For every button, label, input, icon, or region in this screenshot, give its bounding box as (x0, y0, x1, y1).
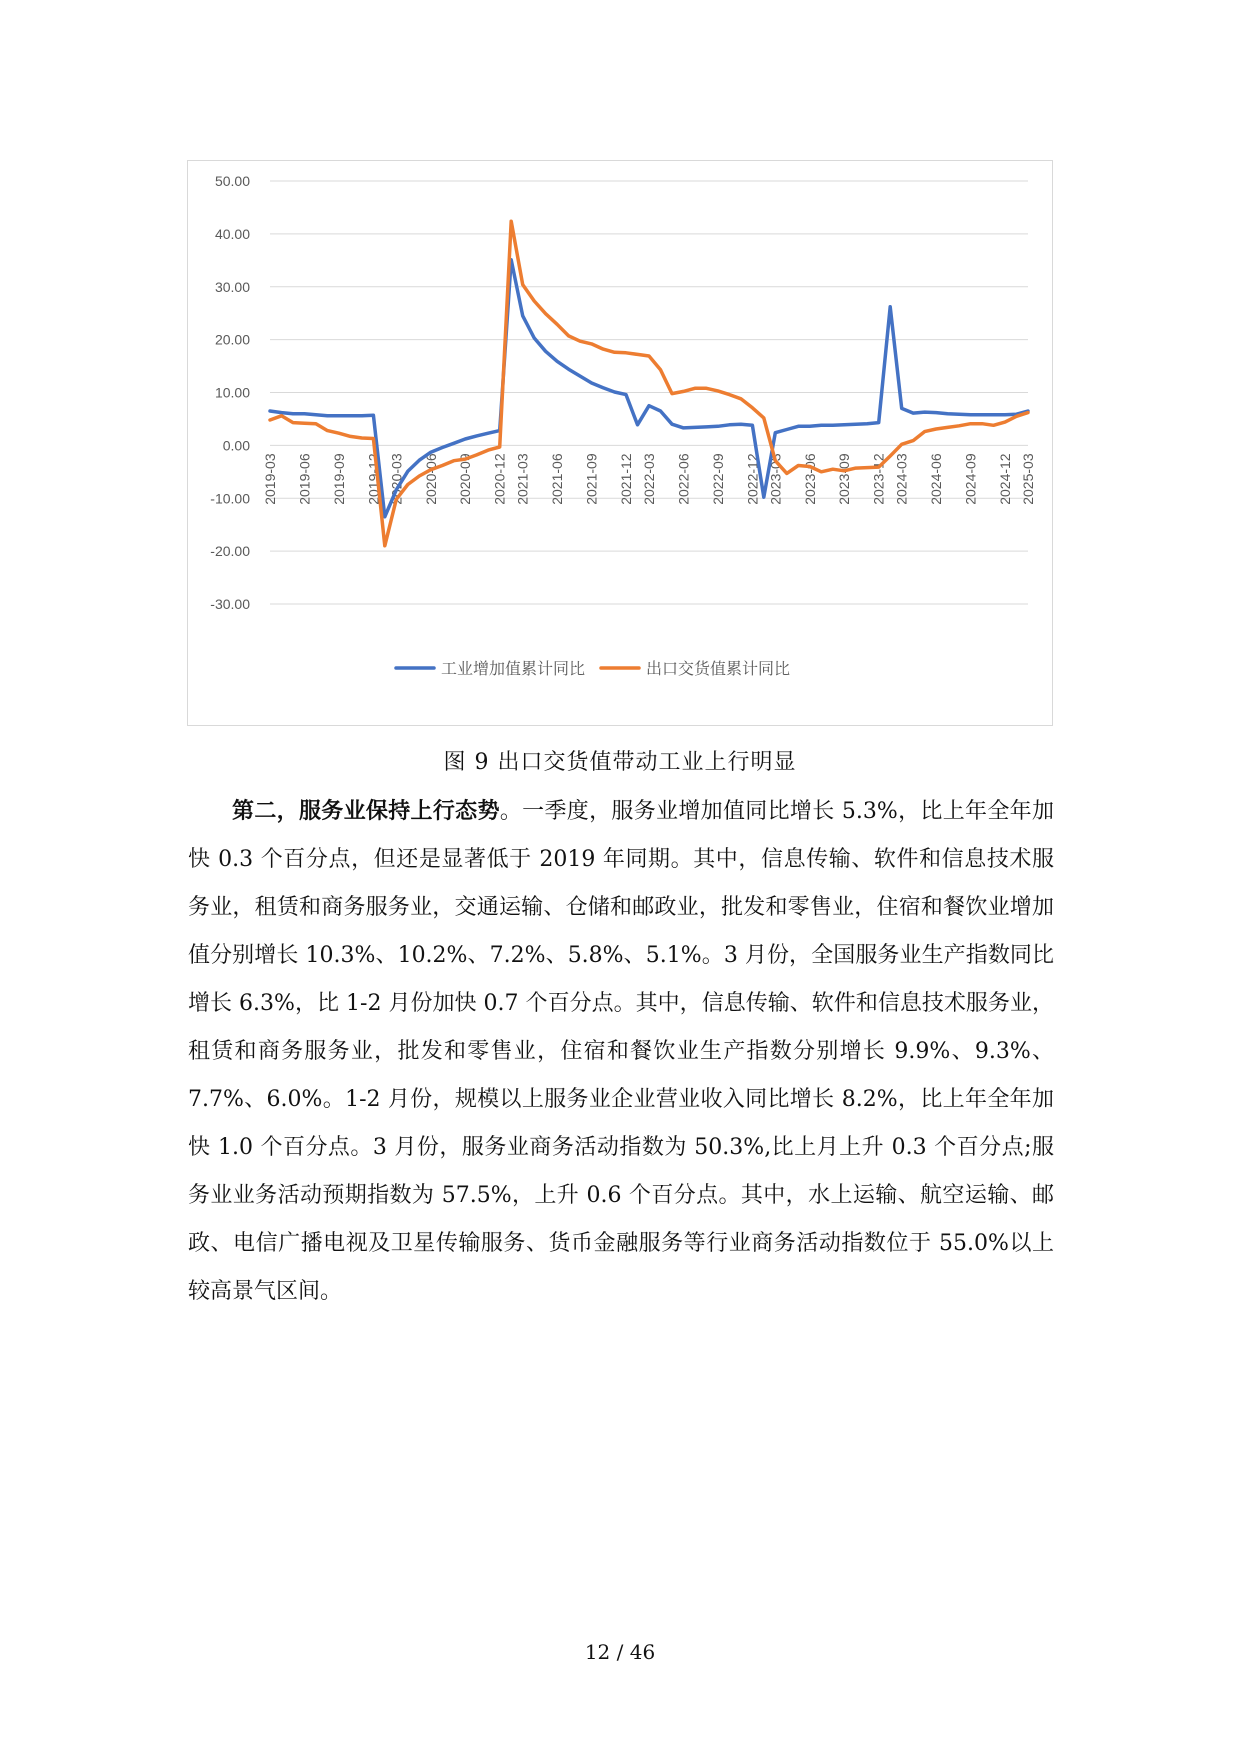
x-tick-label: 2019-09 (330, 453, 347, 505)
x-tick-label: 2024-03 (893, 453, 910, 505)
paragraph-text: 。一季度，服务业增加值同比增长 5.3%，比上年全年加快 0.3 个百分点，但还是显著低于 2019 年同期。其中，信息传输、软件和信息技术服务业，租赁和商务服务业，交通运输、仓储和邮政业，批发和零售业，住宿和餐饮业增加值分别增长 10.3%、10.2%、7.2%、5.8%、5.1%。3 月份，全国服务业生产指数同比增长 6.3%，比 1-2 月份加快 0.7 个百分点。其中，信息传输、软件和信息技术服务业，租赁和商务服务业，批发和零售业，住宿和餐饮业生产指数分别增长 9.9%、9.3%、7.7%、6.0%。1-2 月份，规模以上服务业企业营业收入同比增长 8.2%，比上年全年加快 1.0 个百分点。3 月份，服务业商务活动指数为 50.3%,比上月上升 0.3 个百分点;服务业业务活动预期指数为 57.5%，上升 0.6 个百分点。其中，水上运输、航空运输、邮政、电信广播电视及卫星传输服务、货币金融服务等行业商务活动指数位于 55.0%以上较高景气区间。 (188, 799, 1054, 1304)
x-tick-label: 2023-06 (801, 453, 818, 505)
x-tick-label: 2020-03 (388, 453, 405, 505)
paragraph (188, 787, 1054, 1316)
x-tick-label: 2019-03 (262, 453, 278, 505)
x-tick-label: 2024-09 (962, 453, 979, 505)
y-tick-label: -10.00 (210, 490, 250, 507)
x-tick-label: 2022-09 (709, 453, 726, 505)
x-tick-label: 2020-06 (422, 453, 439, 505)
y-tick-label: -20.00 (210, 543, 250, 560)
x-tick-label: 2023-12 (870, 453, 887, 505)
x-tick-label: 2024-12 (997, 453, 1014, 505)
y-tick-label: 30.00 (214, 278, 250, 295)
y-tick-label: 50.00 (214, 173, 250, 189)
x-tick-label: 2022-06 (675, 453, 692, 505)
x-tick-label: 2021-09 (583, 453, 600, 505)
y-tick-label: 40.00 (214, 225, 250, 242)
line-chart (188, 161, 1054, 727)
x-tick-label: 2021-12 (618, 453, 635, 505)
page-number: 12 / 46 (584, 1640, 656, 1664)
x-tick-label: 2020-09 (457, 453, 474, 505)
x-tick-label: 2023-09 (836, 453, 853, 505)
legend-label-2: 出口交货值累计同比 (646, 659, 791, 678)
y-tick-label: 10.00 (214, 384, 250, 401)
x-tick-label: 2019-06 (296, 453, 313, 505)
y-tick-label: -30.00 (210, 596, 250, 612)
x-tick-label: 2023-03 (767, 453, 784, 505)
legend-label-1: 工业增加值累计同比 (441, 659, 586, 678)
x-tick-label: 2021-06 (549, 453, 566, 505)
paragraph-lead: 第二，服务业保持上行态势 (232, 798, 500, 824)
y-tick-label: 20.00 (214, 331, 250, 348)
y-tick-label: 0.00 (222, 437, 250, 454)
x-tick-label: 2022-12 (744, 453, 761, 505)
x-tick-label: 2020-12 (491, 453, 508, 505)
x-tick-label: 2025-03 (1020, 453, 1036, 505)
x-tick-label: 2022-03 (641, 453, 657, 505)
body-text (188, 787, 1054, 1316)
x-tick-label: 2024-06 (928, 453, 945, 505)
chart-frame (187, 160, 1053, 726)
x-tick-label: 2021-03 (514, 453, 531, 505)
figure-caption: 图 9 出口交货值带动工业上行明显 (443, 750, 797, 775)
x-tick-label: 2019-12 (365, 453, 382, 505)
